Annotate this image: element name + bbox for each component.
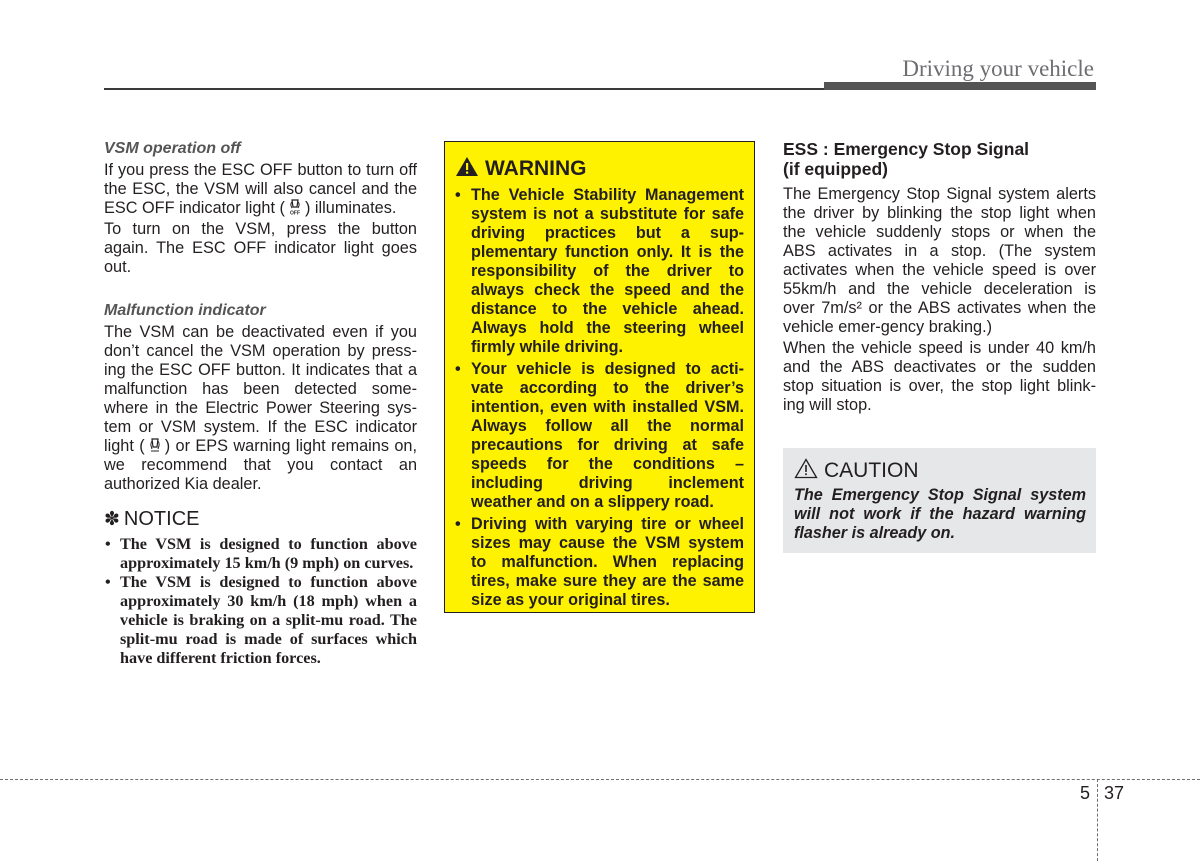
esc-indicator-icon [147, 437, 163, 454]
chapter-number: 5 [1080, 783, 1091, 803]
warning-title: WARNING [485, 157, 587, 180]
ess-paragraph-1: The Emergency Stop Signal system alerts the driver by blinking the stop light when the vehicle suddenly stops or when the ABS activates in a stop. (The system activates when the vehicle speed is over 55km/h and the vehicle deceleration is over 7m/s² or the ABS activates when the vehicle emer-gency braking.) [783, 185, 1096, 336]
footer-dashed-rule [0, 779, 1200, 780]
svg-text:OFF: OFF [289, 210, 300, 216]
ess-heading [783, 139, 1096, 179]
esc-off-icon [287, 199, 303, 216]
vsm-off-paragraph-2: To turn on the VSM, press the button again. The ESC OFF indicator light goes out. [104, 220, 417, 276]
notice-item: • The VSM is designed to function above approximately 30 km/h (18 mph) when a vehicle is braking on a split-mu road. The split-mu road is made of surfaces which have different friction forces. [104, 573, 417, 668]
caution-heading [794, 458, 1086, 484]
vsm-off-heading: VSM operation off [104, 140, 241, 157]
vsm-off-paragraph-1 [104, 161, 417, 218]
page-number: 37 [1104, 783, 1125, 803]
notice-list [104, 535, 417, 668]
warning-item: • Your vehicle is designed to acti-vate according to the driver’s intention, even with installed VSM. Always follow all the normal precautions for driving at safe speeds for the conditions – including driving inclement weather and on a slippery road. [455, 360, 744, 512]
warning-triangle-icon [455, 156, 479, 182]
ess-heading-line-2: (if equipped) [783, 159, 888, 179]
ess-heading-line-1: ESS : Emergency Stop Signal [783, 139, 1030, 159]
warning-heading [455, 156, 744, 182]
malfunction-text-a: The VSM can be deactivated even if you don’t cancel the VSM operation by press-ing the ESC OFF button. It indicates that a malfunction has been detected some-where in the Electric Power Steering sys-tem or VSM system. If the ESC indicator light ( [104, 323, 417, 455]
notice-title: NOTICE [123, 508, 200, 530]
ess-paragraph-2: When the vehicle speed is under 40 km/h and the ABS deactivates or the sudden stop situation is over, the stop light blink-ing will stop. [783, 339, 1096, 414]
warning-box [444, 141, 755, 613]
right-column [783, 139, 1096, 417]
notice-star-icon: ✽ [104, 509, 120, 530]
malfunction-heading: Malfunction indicator [104, 302, 266, 319]
vsm-off-p1-text-a: If you press the ESC OFF button to turn off the ESC, the VSM will also cancel and the ESC OFF indicator light ( [104, 161, 417, 217]
caution-body: The Emergency Stop Signal system will not work if the hazard warning flasher is already on. [794, 486, 1086, 542]
caution-triangle-icon [794, 458, 818, 484]
malfunction-paragraph [104, 323, 417, 494]
notice-item: • The VSM is designed to function above approximately 15 km/h (9 mph) on curves. [104, 535, 417, 573]
warning-item: • Driving with varying tire or wheel sizes may cause the VSM system to malfunction. When replacing tires, make sure they are the same size as your original tires. [455, 515, 744, 610]
malfunction-text-b: ) or EPS warning light remains on, we recommend that you contact an authorized Kia dealer. [104, 437, 417, 493]
warning-item: • The Vehicle Stability Management system is not a substitute for safe driving practices but a sup-plementary function only. It is the responsibility of the driver to always check the speed and the distance to the vehicle ahead. Always hold the steering wheel firmly while driving. [455, 186, 744, 357]
spacer [104, 279, 417, 301]
footer-dashed-divider [1097, 779, 1098, 861]
left-column [104, 139, 417, 668]
notice-heading [104, 508, 417, 531]
caution-title: CAUTION [824, 459, 919, 482]
header-rule-accent [824, 82, 1096, 90]
caution-box [783, 448, 1096, 553]
warning-list [455, 186, 744, 610]
vsm-off-p1-text-b: ) illuminates. [304, 199, 397, 217]
page-header-title: Driving your vehicle [902, 56, 1094, 81]
